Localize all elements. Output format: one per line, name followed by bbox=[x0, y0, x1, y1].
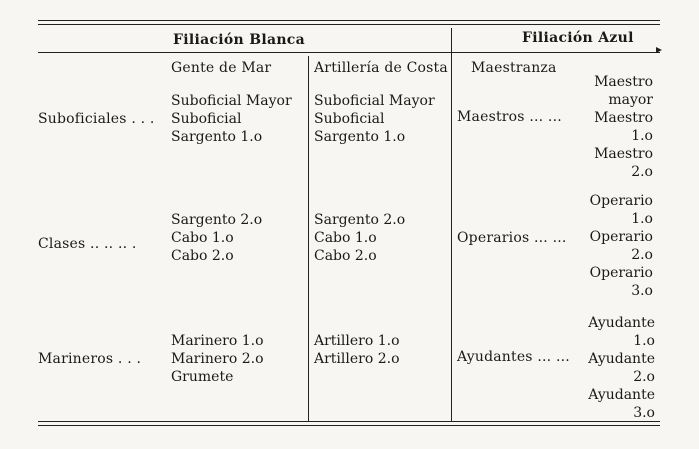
arrow-icon bbox=[656, 47, 662, 53]
subheader-gente-de-mar: Gente de Mar bbox=[171, 60, 272, 76]
operarios-list bbox=[590, 192, 653, 300]
list-item: Maestro bbox=[594, 74, 653, 90]
top-double-rule-2 bbox=[38, 24, 660, 25]
marineros-artilleria-list bbox=[314, 332, 400, 368]
list-item: Operario bbox=[589, 193, 653, 209]
list-item: Suboficial bbox=[314, 111, 385, 127]
list-item: Suboficial Mayor bbox=[314, 93, 435, 109]
list-item: 1.o bbox=[631, 128, 653, 144]
list-item: mayor bbox=[608, 92, 653, 108]
list-item: 2.o bbox=[631, 164, 653, 180]
header-rule bbox=[38, 52, 660, 53]
list-item: 1.o bbox=[633, 333, 655, 349]
list-item: Cabo 2.o bbox=[171, 248, 234, 264]
subheader-artilleria-de-costa: Artillería de Costa bbox=[314, 60, 448, 76]
list-item: Operario bbox=[589, 229, 653, 245]
list-item: 3.o bbox=[633, 405, 655, 421]
row-label-maestros: Maestros ... ... bbox=[457, 109, 562, 125]
list-item: Cabo 1.o bbox=[314, 230, 377, 246]
header-filiacion-azul: Filiación Azul bbox=[522, 30, 634, 46]
list-item: Suboficial bbox=[171, 111, 242, 127]
bottom-double-rule-2 bbox=[38, 425, 660, 426]
subheader-maestranza: Maestranza bbox=[471, 60, 557, 76]
list-item: 2.o bbox=[631, 247, 653, 263]
clases-artilleria-list bbox=[314, 211, 405, 265]
list-item: 1.o bbox=[631, 211, 653, 227]
row-label-marineros: Marineros . . . bbox=[38, 351, 142, 367]
list-item: Marinero 2.o bbox=[171, 351, 264, 367]
list-item: Artillero 2.o bbox=[314, 351, 400, 367]
list-item: Sargento 1.o bbox=[314, 129, 406, 145]
list-item: Ayudante bbox=[588, 387, 655, 403]
list-item: Marinero 1.o bbox=[171, 333, 264, 349]
marineros-gente-list bbox=[171, 332, 264, 386]
list-item: Suboficial Mayor bbox=[171, 93, 292, 109]
list-item: Sargento 1.o bbox=[171, 129, 263, 145]
top-double-rule-1 bbox=[38, 20, 660, 21]
bottom-double-rule-1 bbox=[38, 421, 660, 422]
list-item: Cabo 1.o bbox=[171, 230, 234, 246]
row-label-ayudantes: Ayudantes ... ... bbox=[457, 349, 570, 365]
list-item: Ayudante bbox=[588, 315, 655, 331]
maestros-list bbox=[594, 73, 653, 181]
divider-blanca-azul bbox=[451, 28, 452, 421]
list-item: Grumete bbox=[171, 369, 234, 385]
list-item: Maestro bbox=[594, 146, 653, 162]
row-label-operarios: Operarios ... ... bbox=[457, 230, 567, 246]
list-item: Cabo 2.o bbox=[314, 248, 377, 264]
row-label-suboficiales: Suboficiales . . . bbox=[38, 111, 155, 127]
list-item: Operario bbox=[589, 265, 653, 281]
divider-gente-artilleria bbox=[308, 56, 309, 421]
list-item: Artillero 1.o bbox=[314, 333, 400, 349]
clases-gente-list bbox=[171, 211, 262, 265]
ayudantes-list bbox=[588, 314, 655, 422]
header-filiacion-blanca: Filiación Blanca bbox=[173, 32, 305, 48]
row-label-clases: Clases .. .. .. . bbox=[38, 236, 137, 252]
list-item: 2.o bbox=[633, 369, 655, 385]
list-item: Ayudante bbox=[588, 351, 655, 367]
list-item: Maestro bbox=[594, 110, 653, 126]
list-item: Sargento 2.o bbox=[171, 212, 263, 228]
list-item: Sargento 2.o bbox=[314, 212, 406, 228]
suboficiales-gente-list bbox=[171, 92, 292, 146]
suboficiales-artilleria-list bbox=[314, 92, 435, 146]
list-item: 3.o bbox=[631, 283, 653, 299]
